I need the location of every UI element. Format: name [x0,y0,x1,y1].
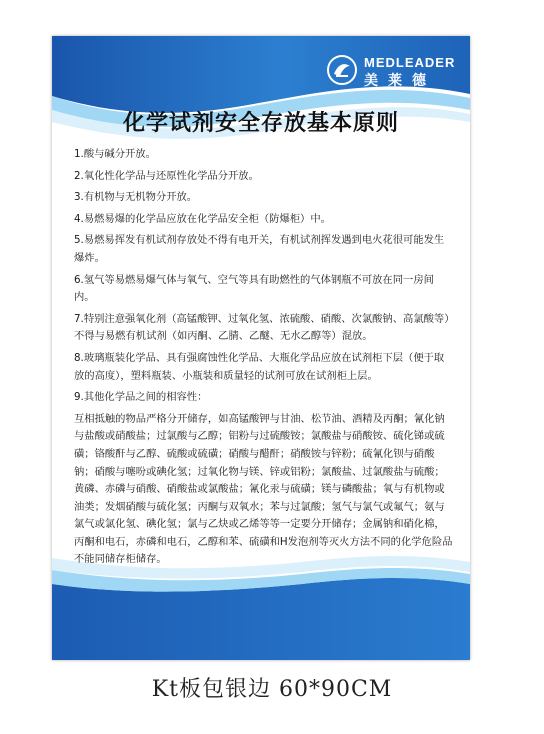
poster-title: 化学试剂安全存放基本原则 [122,111,399,136]
rule-item-8: 8.玻璃瓶装化学品、具有强腐蚀性化学品、大瓶化学品应放在试剂柜下层（便于取放的高度），塑料瓶装、小瓶装和质量轻的试剂可放在试剂柜上层。 [74,351,445,382]
rule-item-1: 1.酸与碱分开放。 [74,148,156,160]
rule-item-2: 2.氧化性化学品与还原性化学品分开放。 [74,169,259,182]
rule-item-5: 5.易燃易挥发有机试剂存放处不得有电开关，有机试剂挥发遇到电火花很可能发生爆炸。 [74,234,445,264]
medleader-logo-icon [326,54,358,86]
brand-logo [326,50,456,90]
logo-english-text: MEDLEADER [364,55,456,70]
rule-item-9: 9.其他化学品之间的相容性： [74,391,208,404]
compatibility-paragraph: 互相抵触的物品严格分开储存，如高锰酸钾与甘油、松节油、酒精及丙酮；氰化钠与盐酸或硝酸盐；过氯酸与乙醇；铝粉与过硫酸铵；氯酸盐与硝酸铵、硫化锑或硫磺；铬酸酐与乙醇、硫酸或硫磺；硝酸与醋酐；硝酸铵与锌粉；硫氰化钡与硝酸钠；硝酸与噻吩或碘化氢；过氧化物与镁、锌或铝粉；氯酸盐、过氯酸盐与硫酸；黄磷、赤磷与硝酸、硝酸盐或氯酸盐；氰化汞与硫磺；镁与磷酸盐；氧与有机物或油类；发烟硝酸与硫化氢；丙酮与双氧水；苯与过氯酸；氢气与氯气或氟气；氨与氯气或氯化氢、碘化氢；氯与乙炔或乙烯等等一定要分开储存；金属钠和硝化棉，丙酮和电石，赤磷和电石，乙醇和苯、硫磺和H发泡剂等灭火方法不同的化学危险品不能同储存柜储存。 [74,412,453,566]
poster-content [74,146,454,569]
rule-item-7: 7.特别注意强氧化剂（高锰酸钾、过氧化氢、浓硫酸、硝酸、次氯酸钠、高氯酸等）不得与易燃有机试剂（如丙酮、乙腈、乙醚、无水乙醇等）混放。 [74,312,450,343]
rule-item-4: 4.易燃易爆的化学品应放在化学品安全柜（防爆柜）中。 [74,212,331,225]
rule-item-3: 3.有机物与无机物分开放。 [74,191,198,204]
safety-poster [52,36,470,660]
rule-item-6: 6.氢气等易燃易爆气体与氧气、空气等具有助燃性的气体钢瓶不可放在同一房间内。 [74,273,434,304]
logo-chinese-text: 美莱德 [364,73,436,89]
product-caption: Kt板包银边 60*90CM [151,677,393,702]
